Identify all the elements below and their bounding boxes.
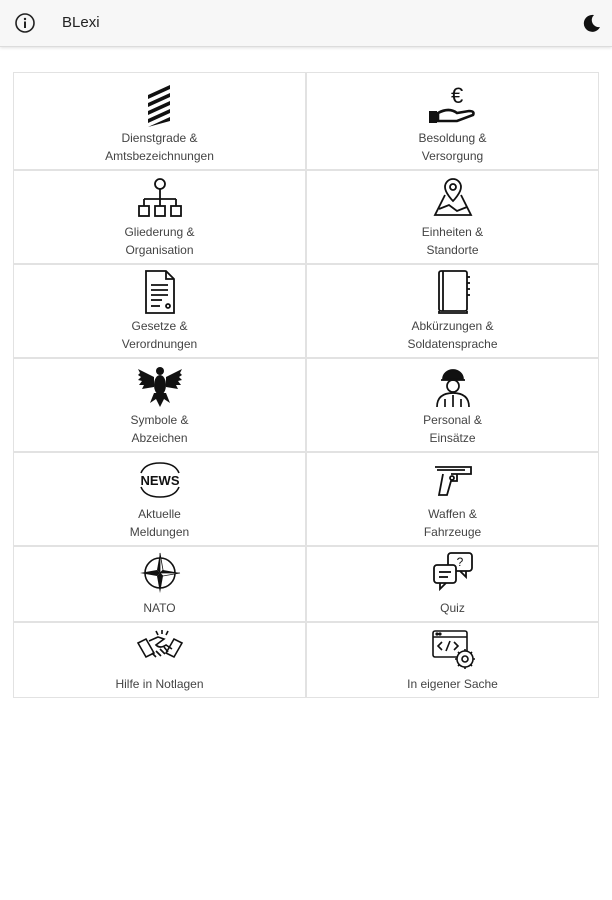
- tile-label: [307, 599, 598, 617]
- tile-label: [14, 129, 305, 165]
- tile-label: [14, 317, 305, 353]
- nato-compass-icon: [138, 551, 182, 595]
- news-icon-text: NEWS: [140, 473, 180, 488]
- org-chart-icon: [136, 177, 184, 219]
- label-line-2: Einsätze: [429, 431, 476, 445]
- tile-label: [14, 223, 305, 259]
- label-line-1: Waffen &: [428, 507, 477, 521]
- svg-text:€: €: [451, 83, 464, 108]
- label-line-2: Versorgung: [421, 149, 484, 163]
- app-title: BLexi: [62, 14, 100, 31]
- tile-label: [307, 675, 598, 693]
- label-line-2: Amtsbezeichnungen: [105, 149, 214, 163]
- label-line-1: Besoldung &: [418, 131, 487, 145]
- chat-question-icon: [430, 551, 476, 595]
- eagle-icon: [136, 363, 184, 409]
- label-line-2: Fahrzeuge: [423, 525, 482, 539]
- tile-meldungen[interactable]: [13, 452, 306, 546]
- pistol-icon: [431, 461, 475, 501]
- tile-label: [307, 317, 598, 353]
- tile-label: [307, 129, 598, 165]
- tile-gliederung[interactable]: [13, 170, 306, 264]
- news-icon: [135, 459, 185, 499]
- tile-label: [14, 599, 305, 617]
- tile-label: [307, 505, 598, 541]
- label-line-1: Aktuelle: [138, 507, 181, 521]
- tile-hilfe[interactable]: [13, 622, 306, 698]
- label-line-1: Dienstgrade &: [121, 131, 198, 145]
- tile-abkuerzungen[interactable]: [306, 264, 599, 358]
- label-line-2: Abzeichen: [131, 431, 188, 445]
- tile-quiz[interactable]: [306, 546, 599, 622]
- tile-symbole[interactable]: [13, 358, 306, 452]
- quiz-icon-text: ?: [456, 555, 464, 569]
- handshake-icon: [136, 627, 184, 671]
- label-line-2: Meldungen: [129, 525, 190, 539]
- label-line-2: Standorte: [426, 243, 479, 257]
- tile-gesetze[interactable]: [13, 264, 306, 358]
- tile-dienstgrade[interactable]: [13, 72, 306, 170]
- tile-label: [307, 223, 598, 259]
- book-icon: [433, 269, 473, 315]
- label-line-1: NATO: [143, 601, 176, 615]
- info-icon[interactable]: [14, 12, 36, 34]
- tile-label: [307, 411, 598, 447]
- label-line-2: Verordnungen: [121, 337, 198, 351]
- tile-personal[interactable]: [306, 358, 599, 452]
- tile-label: [14, 675, 305, 693]
- euro-hand-icon: [427, 81, 479, 125]
- tile-label: [14, 505, 305, 541]
- code-settings-icon: [429, 627, 477, 671]
- app-header: [0, 0, 612, 47]
- label-line-1: Gliederung &: [124, 225, 195, 239]
- document-icon: [140, 269, 180, 315]
- label-line-2: Soldatensprache: [407, 337, 498, 351]
- label-line-1: Personal &: [423, 413, 482, 427]
- tile-eigene-sache[interactable]: [306, 622, 599, 698]
- label-line-1: Symbole &: [130, 413, 189, 427]
- tile-waffen[interactable]: [306, 452, 599, 546]
- label-line-1: Abkürzungen &: [411, 319, 494, 333]
- tile-einheiten[interactable]: [306, 170, 599, 264]
- ranks-icon: [140, 83, 180, 127]
- label-line-1: In eigener Sache: [407, 677, 498, 691]
- soldier-icon: [431, 365, 475, 409]
- tile-nato[interactable]: [13, 546, 306, 622]
- moon-icon[interactable]: [580, 12, 602, 34]
- tile-label: [14, 411, 305, 447]
- tile-besoldung[interactable]: [306, 72, 599, 170]
- label-line-2: Organisation: [125, 243, 194, 257]
- label-line-1: Einheiten &: [421, 225, 484, 239]
- label-line-1: Quiz: [440, 601, 465, 615]
- label-line-1: Hilfe in Notlagen: [115, 677, 204, 691]
- map-pin-icon: [431, 175, 475, 219]
- label-line-1: Gesetze &: [131, 319, 188, 333]
